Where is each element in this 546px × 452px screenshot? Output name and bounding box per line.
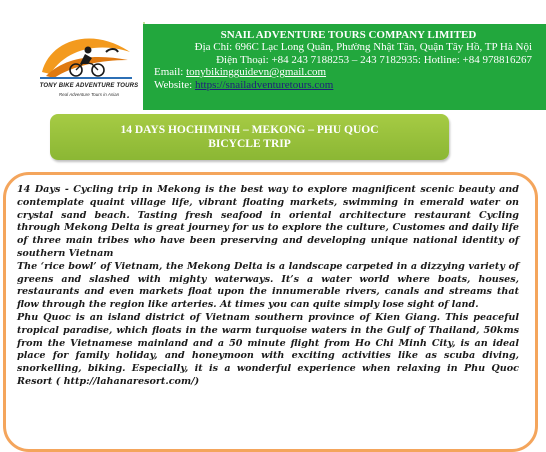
email-row <box>143 66 546 78</box>
contact-panel <box>143 24 546 110</box>
tour-title-banner <box>50 114 449 160</box>
description-paragraph-mekong-cycling <box>17 184 519 261</box>
description-paragraph-rice-bowl <box>17 261 519 312</box>
tour-description <box>17 184 519 389</box>
website-row <box>143 79 546 91</box>
website-link[interactable]: https://snailadventuretours.com <box>194 78 334 91</box>
company-logo <box>30 30 148 102</box>
description-paragraph-2-text: The ‘rice bowl’ of Vietnam, the Mekong Delta is a landscape carpeted in a dizzying variety of greens and slashed with mighty waterways. It’s a water world where boats, houses, restaurants and even markets float upon the innumerable rivers, canals and streams that flow through the region like arteries. At times you can quite simply lose sight of land. <box>17 260 519 311</box>
description-paragraph-1-text: - Cycling trip in Mekong is the best way to explore magnificent scenic beauty and contemplate quaint village life, vibrant floating markets, swimming in emerald water on crystal sand beach. Tasting fresh seafood in oriental architecture restaurant Cycling through Mekong Delta is great journey for us to explore the culture, Customes and daily life of three main tribes who have been preserving and developing unique national identity of southern Vietnam <box>17 184 519 259</box>
tour-title-line1: 14 DAYS HOCHIMINH – MEKONG – PHU QUOC <box>120 124 379 136</box>
logo-tagline: Real Adventure Tours in Asian <box>58 92 120 97</box>
page-header <box>10 14 538 100</box>
description-lead: 14 Days <box>17 184 61 195</box>
tour-description-box <box>3 172 538 452</box>
tour-title-line2: BICYCLE TRIP <box>208 138 291 150</box>
website-label: Website: <box>154 78 193 91</box>
description-paragraph-3-text: Phu Quoc is an island district of Vietnam southern province of Kien Giang. This peaceful tropical paradise, which floats in the warm turquoise waters in the Gulf of Thailand, 50kms from the Vietnamese mainland and a 50 minute flight from Ho Chi Minh City, is an ideal place for family holiday, and honeymoon with exciting activities like as scuba diving, snorkelling, biking. Especially, it is a wonderful experience when relaxing in Phu Quoc Resort ( http://lahanaresort.com/) <box>17 311 519 387</box>
company-phone: Điện Thoại: +84 243 7188253 – 243 7182935: Hotline: +84 978816267 <box>216 53 532 66</box>
logo-emblem-icon <box>36 30 136 88</box>
company-address: Địa Chỉ: 696C Lạc Long Quân, Phường Nhật Tân, Quận Tây Hồ, TP Hà Nội <box>194 41 532 54</box>
company-name: SNAIL ADVENTURE TOURS COMPANY LIMITED <box>220 29 477 41</box>
description-paragraph-phu-quoc <box>17 312 519 389</box>
email-label: Email: <box>154 66 184 79</box>
logo-brand-text: TONY BIKE ADVENTURE TOURS <box>39 83 139 89</box>
email-link[interactable]: tonybikingguidevn@gmail.com <box>186 66 327 79</box>
